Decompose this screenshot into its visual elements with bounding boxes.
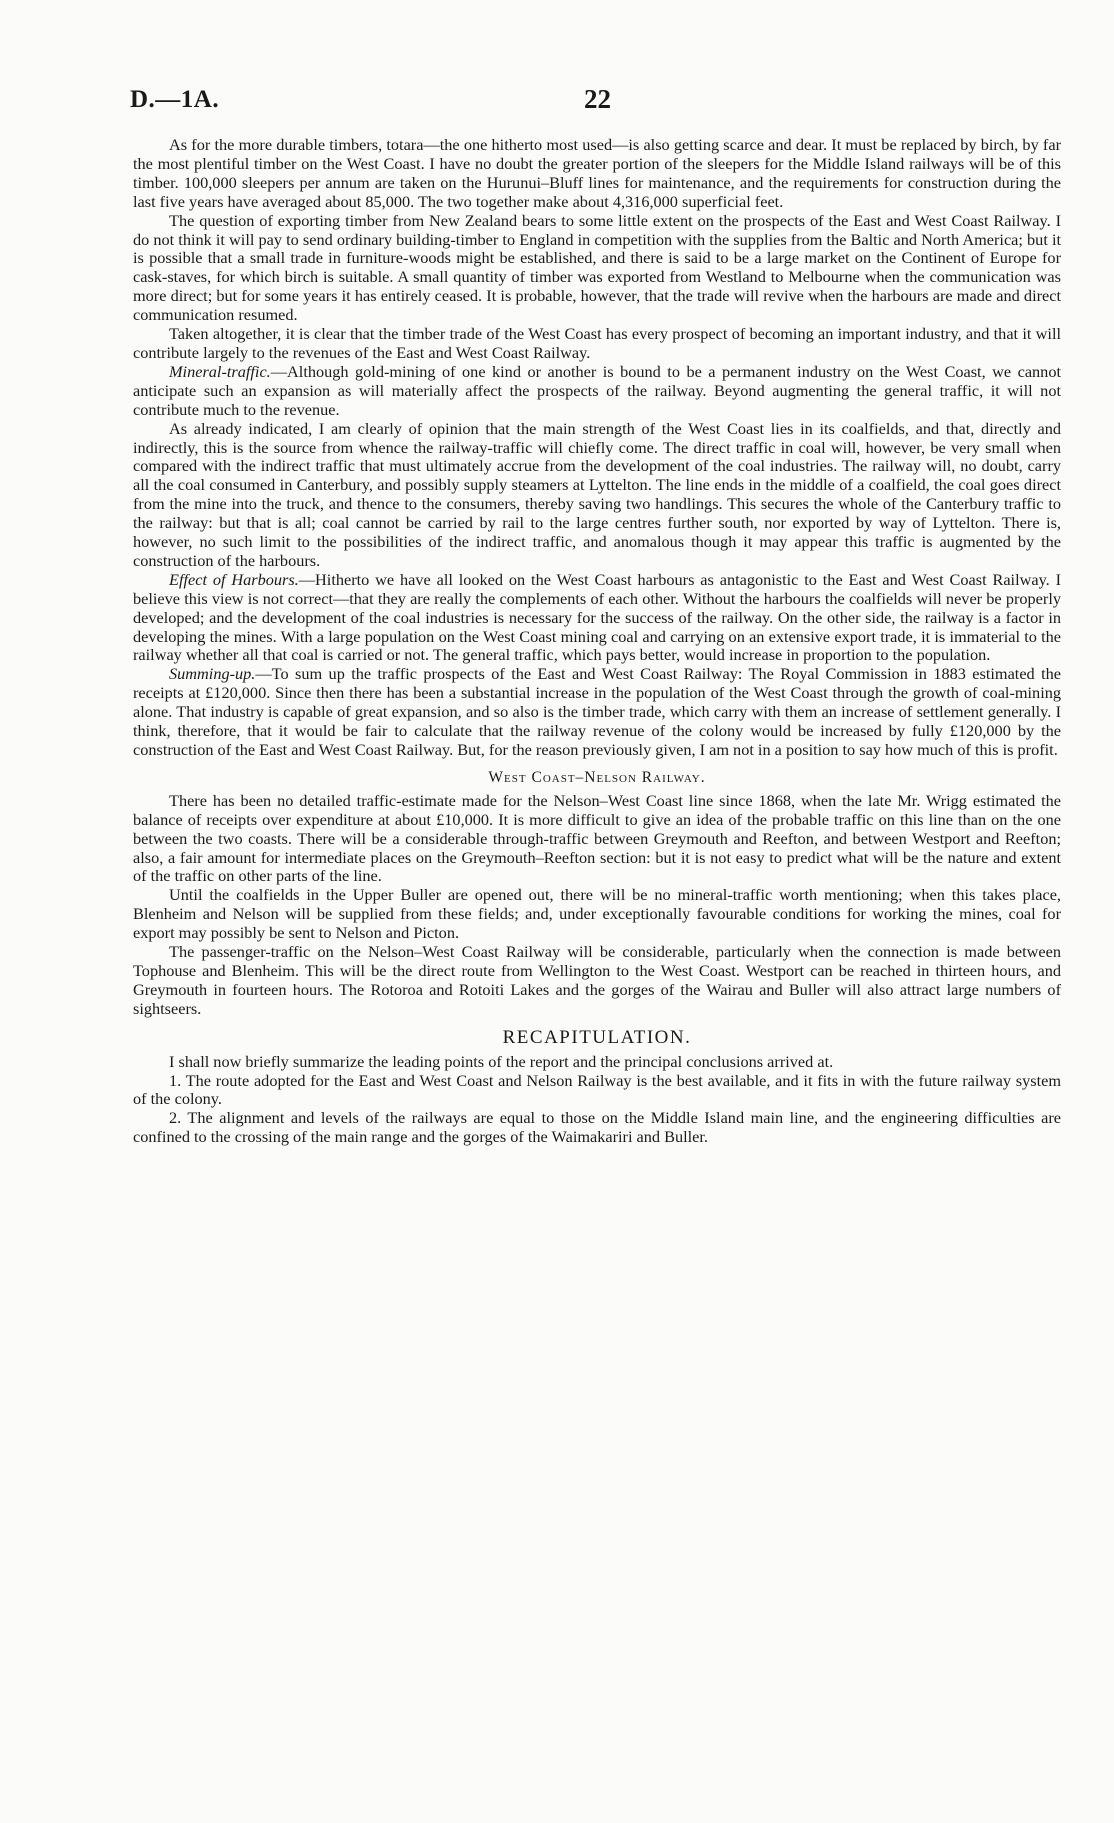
paragraph-harbours — [133, 571, 1061, 666]
mineral-traffic-lead: Mineral-traffic. — [169, 361, 271, 381]
heading-west-coast-nelson-railway: West Coast–Nelson Railway. — [488, 768, 706, 786]
paragraph-timber-export: The question of exporting timber from New Zealand bears to some little extent on the prospects of the East and West Coast Railway. I do not think it will pay to send ordinary building-timber to England in competition with the supplies from the Baltic and North America; but it is possible that a small trade in furniture-woods might be established, and there is said to be a large market on the Continent of Europe for cask-staves, for which birch is suitable. A small quantity of timber was exported from Westland to Melbourne when the communication was more direct; but for some years it has entirely ceased. It is probable, however, that the trade will revive when the harbours are made and direct communication resumed. — [133, 210, 1061, 325]
summing-up-text: —To sum up the traffic prospects of the East and West Coast Railway: The Royal Commission in 1883 estimated the receipts at £120,000. Since then there has been a substantial increase in the population of the West Coast through the growth of coal-mining alone. That industry is capable of great expansion, and so also is the timber trade, which carry with them an increase of settlement generally. I think, therefore, that it would be fair to calculate that the railway revenue of the colony would be increased by fully £120,000 by the construction of the East and West Coast Railway. But, for the reason previously given, I am not in a position to say how much of this is profit. — [133, 664, 1061, 759]
harbours-text: —Hitherto we have all looked on the West Coast harbours as antagonistic to the East and West Coast Railway. I believe this view is not correct—that they are really the complements of each other. Without the harbours the coalfields will never be properly developed; and the development of the coal industries is necessary for the success of the railway. On the other side, the railway is a factor in developing the mines. With a large population on the West Coast mining coal and carrying on an extensive export trade, it is immaterial to the railway whether all that coal is carried or not. The general traffic, which pays better, would increase in proportion to the population. — [133, 569, 1062, 665]
paragraph-coalfields: As already indicated, I am clearly of opinion that the main strength of the West Coast lies in its coalfields, and that, directly and indirectly, this is the source from whence the railway-traffic will chiefly come. The direct traffic in coal will, however, be very small when compared with the indirect traffic that must ultimately accrue from the development of the coal industries. The railway will, no doubt, carry all the coal consumed in Canterbury, and possibly supply steamers at Lyttelton. The line ends in the middle of a coalfield, the coal goes direct from the mine into the truck, and thence to the consumers, thereby saving two handlings. This secures the whole of the Canterbury traffic to the railway: but that is all; coal cannot be carried by rail to the large centres further south, nor exported by way of Lyttelton. There is, however, no such limit to the possibilities of the indirect traffic, and anomalous though it may appear this traffic is augmented by the construction of the harbours. — [133, 418, 1061, 570]
paragraph-nelson-passenger: The passenger-traffic on the Nelson–West Coast Railway will be considerable, particularly when the connection is made between Tophouse and Blenheim. This will be the direct route from Wellington to the West Coast. Westport can be reached in thirteen hours, and Greymouth in fourteen hours. The Rotoroa and Rotoiti Lakes and the gorges of the Wairau and Buller will also attract large numbers of sightseers. — [133, 942, 1061, 1018]
paragraph-timber-durable: As for the more durable timbers, totara—the one hitherto most used—is also getting scarce and dear. It must be replaced by birch, by far the most plentiful timber on the West Coast. I have no doubt the greater portion of the sleepers for the Middle Island railways will be of this timber. 100,000 sleepers per annum are taken on the Hurunui–Bluff lines for maintenance, and the requirements for construction during the last five years have averaged about 85,000. The two together make about 4,316,000 superficial feet. — [133, 135, 1061, 211]
paragraph-recap-1: 1. The route adopted for the East and West Coast and Nelson Railway is the best available, and it fits in with the future railway system of the colony. — [133, 1070, 1061, 1109]
paragraph-nelson-coalfields: Until the coalfields in the Upper Buller are opened out, there will be no mineral-traffic worth mentioning; when this takes place, Blenheim and Nelson will be supplied from these fields; and, under exceptionally favourable conditions for working the mines, coal for export may possibly be sent to Nelson and Picton. — [133, 885, 1061, 943]
summing-up-lead: Summing-up. — [169, 664, 256, 684]
paragraph-timber-summary: Taken altogether, it is clear that the timber trade of the West Coast has every prospect of becoming an important industry, and that it will contribute largely to the revenues of the East and West Coast Railway. — [133, 324, 1061, 362]
paragraph-summing-up — [133, 665, 1061, 760]
page-number: 22 — [584, 84, 611, 114]
document-code: D.—1A. — [130, 86, 220, 113]
mineral-traffic-text: —Although gold-mining of one kind or another is bound to be a permanent industry on the West Coast, we cannot anticipate such an expansion as will materially affect the prospects of the railway. Beyond augmenting the general traffic, it will not contribute much to the revenue. — [133, 361, 1061, 419]
harbours-lead: Effect of Harbours. — [169, 569, 299, 589]
document-body — [133, 136, 1061, 1147]
heading-recapitulation: RECAPITULATION. — [502, 1026, 692, 1048]
paragraph-recap-intro: I shall now briefly summarize the leading points of the report and the principal conclusions arrived at. — [169, 1051, 834, 1071]
paragraph-mineral-traffic — [133, 363, 1061, 420]
paragraph-recap-2: 2. The alignment and levels of the railways are equal to those on the Middle Island main line, and the engineering difficulties are confined to the crossing of the main range and the gorges of the Waimakariri and Buller. — [133, 1108, 1061, 1147]
paragraph-nelson-estimate: There has been no detailed traffic-estimate made for the Nelson–West Coast line since 1868, when the late Mr. Wrigg estimated the balance of receipts over expenditure at about £10,000. It is more difficult to give an idea of the probable traffic on this line than on the one between the two coasts. There will be a considerable through-traffic between Greymouth and Reefton, and between Westport and Reefton; also, a fair amount for intermediate places on the Greymouth–Reefton section: but it is not easy to predict what will be the nature and extent of the traffic on other parts of the line. — [133, 790, 1061, 886]
